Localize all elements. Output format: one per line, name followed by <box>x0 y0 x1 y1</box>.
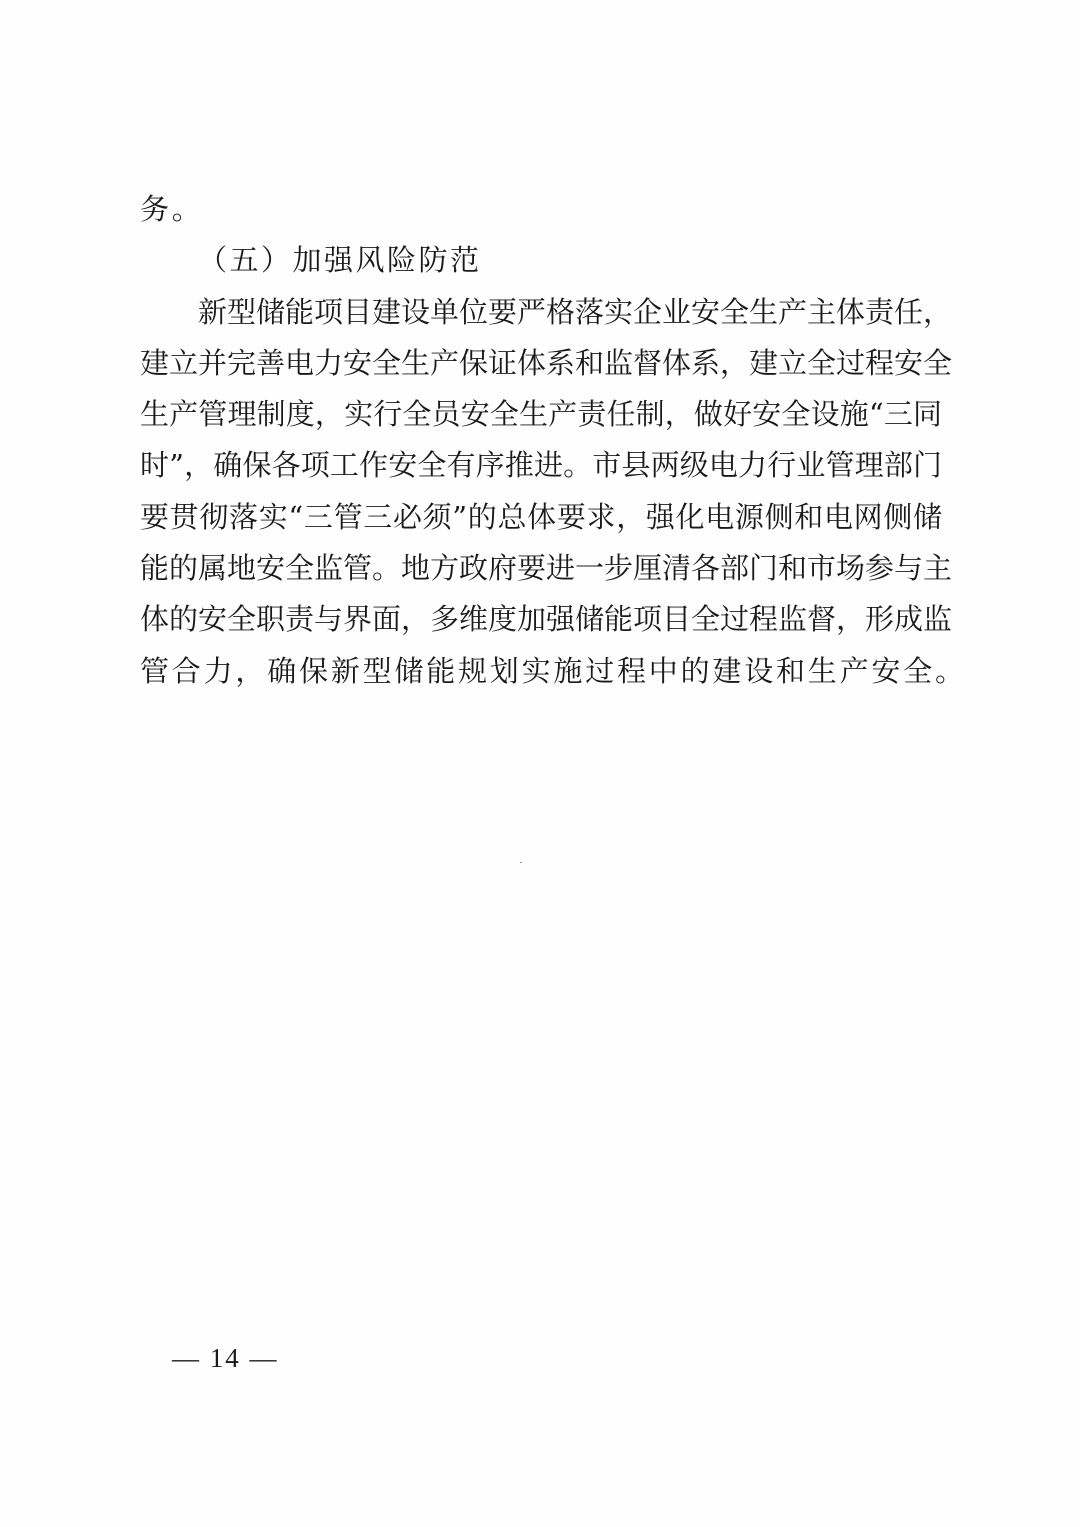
paragraph-continuation-line: 务。 <box>140 192 204 226</box>
paragraph-line: 新型储能项目建设单位要严格落实企业安全生产主体责任， <box>198 294 953 329</box>
paragraph-line: 建立并完善电力安全生产保证体系和监督体系，建立全过程安全 <box>140 345 953 380</box>
paragraph-line: 生产管理制度，实行全员安全生产责任制，做好安全设施“三同 <box>140 397 942 432</box>
paragraph-line: 时”，确保各项工作安全有序推进。市县两级电力行业管理部门 <box>140 448 942 483</box>
paragraph-line: 体的安全职责与界面，多维度加强储能项目全过程监督，形成监 <box>140 602 953 637</box>
scan-speck <box>520 862 522 863</box>
body-text <box>140 184 967 697</box>
paragraph-line: 能的属地安全监管。地方政府要进一步厘清各部门和市场参与主 <box>140 551 953 586</box>
page-number: — 14 — <box>172 1343 279 1373</box>
paragraph-line: 要贯彻落实“三管三必须”的总体要求，强化电源侧和电网侧储 <box>140 499 942 534</box>
paragraph-last-line: 管合力，确保新型储能规划实施过程中的建设和生产安全。 <box>140 653 967 688</box>
section-heading: （五）加强风险防范 <box>198 243 482 278</box>
